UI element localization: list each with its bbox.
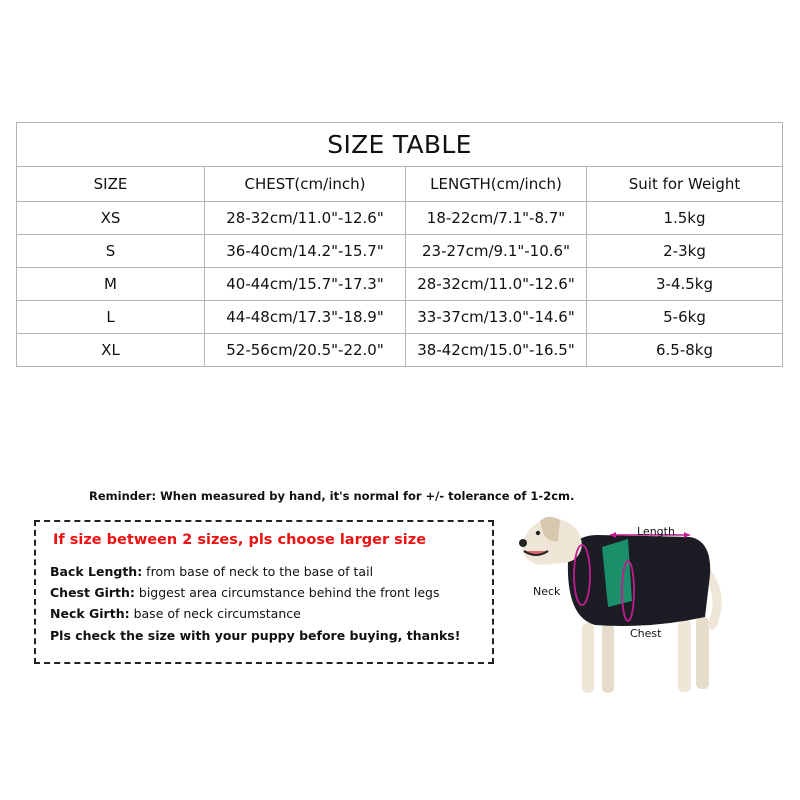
cell-chest: 36-40cm/14.2"-15.7" [205, 235, 406, 268]
cell-size: L [17, 301, 205, 334]
back-length-label: Back Length: [50, 564, 143, 579]
cell-weight: 6.5-8kg [587, 334, 783, 367]
cell-length: 38-42cm/15.0"-16.5" [406, 334, 587, 367]
back-length-line [50, 564, 373, 579]
cell-chest: 44-48cm/17.3"-18.9" [205, 301, 406, 334]
header-length: LENGTH(cm/inch) [406, 167, 587, 202]
cell-length: 28-32cm/11.0"-12.6" [406, 268, 587, 301]
neck-girth-label: Neck Girth: [50, 606, 130, 621]
neck-label: Neck [533, 585, 561, 598]
dog-nose [519, 539, 527, 547]
cell-weight: 3-4.5kg [587, 268, 783, 301]
cell-chest: 52-56cm/20.5"-22.0" [205, 334, 406, 367]
cell-size: M [17, 268, 205, 301]
cell-weight: 1.5kg [587, 202, 783, 235]
chest-label: Chest [630, 627, 662, 640]
table-header-row [17, 167, 783, 202]
header-size: SIZE [17, 167, 205, 202]
size-table [16, 122, 783, 367]
chest-girth-line [50, 585, 439, 600]
table-row [17, 301, 783, 334]
header-chest: CHEST(cm/inch) [205, 167, 406, 202]
header-weight: Suit for Weight [587, 167, 783, 202]
cell-weight: 5-6kg [587, 301, 783, 334]
sizing-note-box [34, 520, 494, 664]
cell-length: 23-27cm/9.1"-10.6" [406, 235, 587, 268]
dog-front-leg [602, 623, 614, 693]
dog-measurement-diagram [500, 505, 780, 705]
back-length-text: from base of neck to the base of tail [142, 564, 374, 579]
table-title: SIZE TABLE [17, 123, 783, 167]
neck-girth-text: base of neck circumstance [129, 606, 301, 621]
dog-back-leg [678, 620, 691, 692]
table-row [17, 235, 783, 268]
cell-length: 33-37cm/13.0"-14.6" [406, 301, 587, 334]
table-row [17, 334, 783, 367]
length-label: Length [637, 525, 675, 538]
dog-eye [536, 531, 540, 535]
cell-length: 18-22cm/7.1"-8.7" [406, 202, 587, 235]
reminder-text: Reminder: When measured by hand, it's normal for +/- tolerance of 1-2cm. [89, 489, 575, 503]
cell-chest: 40-44cm/15.7"-17.3" [205, 268, 406, 301]
cell-chest: 28-32cm/11.0"-12.6" [205, 202, 406, 235]
dog-back-leg [696, 617, 709, 689]
cell-weight: 2-3kg [587, 235, 783, 268]
cell-size: XL [17, 334, 205, 367]
neck-girth-line [50, 606, 301, 621]
final-note: Pls check the size with your puppy before buying, thanks! [50, 628, 461, 643]
cell-size: S [17, 235, 205, 268]
chest-girth-label: Chest Girth: [50, 585, 135, 600]
dog-front-leg [582, 623, 594, 693]
note-headline: If size between 2 sizes, pls choose larger size [53, 532, 427, 548]
table-row [17, 268, 783, 301]
chest-girth-text: biggest area circumstance behind the front legs [134, 585, 440, 600]
table-row [17, 202, 783, 235]
cell-size: XS [17, 202, 205, 235]
